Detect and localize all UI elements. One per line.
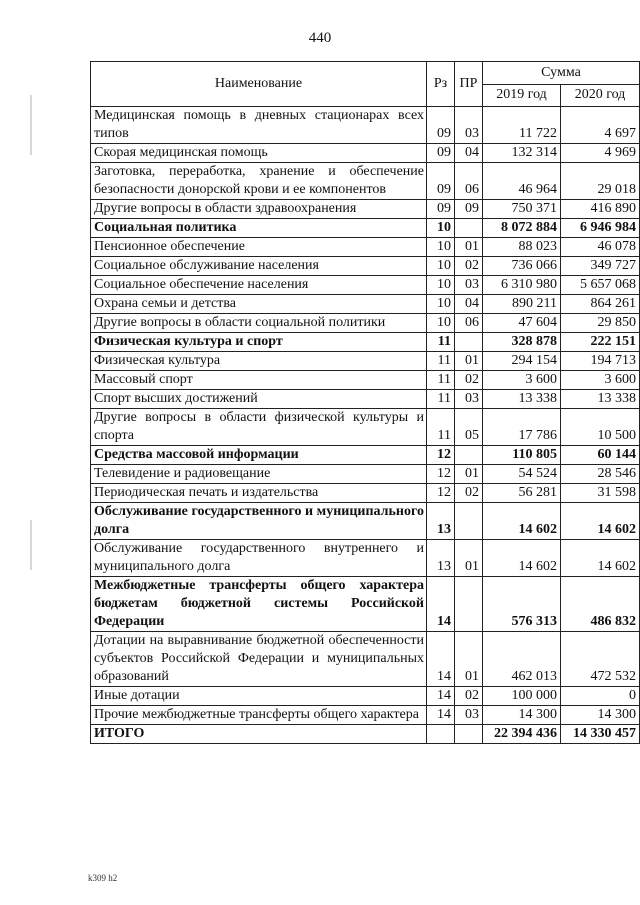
row-name: Обслуживание государственного и муниципального долга [91, 503, 427, 540]
row-name: Обслуживание государственного внутреннего и муниципального долга [91, 540, 427, 577]
row-rz: 11 [427, 352, 455, 371]
table-row [91, 446, 640, 465]
row-pr [455, 503, 483, 540]
row-2019: 328 878 [483, 333, 561, 352]
row-2020: 14 602 [561, 540, 640, 577]
row-2019: 890 211 [483, 295, 561, 314]
row-name: Физическая культура и спорт [91, 333, 427, 352]
row-2019: 14 602 [483, 540, 561, 577]
total-label: ИТОГО [91, 725, 427, 744]
row-name: Физическая культура [91, 352, 427, 371]
row-pr [455, 577, 483, 632]
row-name: Пенсионное обеспечение [91, 238, 427, 257]
row-2020: 3 600 [561, 371, 640, 390]
row-pr: 04 [455, 144, 483, 163]
row-rz: 13 [427, 503, 455, 540]
header-year-2020: 2020 год [561, 84, 640, 107]
table-row [91, 107, 640, 144]
row-rz: 14 [427, 687, 455, 706]
row-pr: 01 [455, 238, 483, 257]
row-2019: 132 314 [483, 144, 561, 163]
row-2020: 14 602 [561, 503, 640, 540]
row-rz: 10 [427, 219, 455, 238]
row-name: Периодическая печать и издательства [91, 484, 427, 503]
row-2020: 864 261 [561, 295, 640, 314]
header-name: Наименование [91, 62, 427, 107]
table-row [91, 276, 640, 295]
margin-scan-mark [30, 520, 32, 570]
total-2019: 22 394 436 [483, 725, 561, 744]
row-pr: 02 [455, 371, 483, 390]
row-2019: 576 313 [483, 577, 561, 632]
row-rz: 12 [427, 484, 455, 503]
row-name: Скорая медицинская помощь [91, 144, 427, 163]
row-2019: 750 371 [483, 200, 561, 219]
row-rz: 12 [427, 446, 455, 465]
row-rz: 09 [427, 163, 455, 200]
row-2020: 31 598 [561, 484, 640, 503]
row-name: Иные дотации [91, 687, 427, 706]
table-row [91, 465, 640, 484]
table-row [91, 352, 640, 371]
header-rz: Рз [427, 62, 455, 107]
row-pr: 03 [455, 107, 483, 144]
row-2019: 88 023 [483, 238, 561, 257]
table-row [91, 687, 640, 706]
row-rz: 09 [427, 200, 455, 219]
row-2019: 736 066 [483, 257, 561, 276]
row-name: Другие вопросы в области здравоохранения [91, 200, 427, 219]
row-2019: 110 805 [483, 446, 561, 465]
row-name: Другие вопросы в области социальной политики [91, 314, 427, 333]
row-2020: 5 657 068 [561, 276, 640, 295]
row-2020: 0 [561, 687, 640, 706]
row-pr: 02 [455, 257, 483, 276]
table-row [91, 371, 640, 390]
total-pr [455, 725, 483, 744]
row-2019: 17 786 [483, 409, 561, 446]
row-name: Межбюджетные трансферты общего характера бюджетам бюджетной системы Российской Федерации [91, 577, 427, 632]
row-2020: 29 018 [561, 163, 640, 200]
row-pr: 05 [455, 409, 483, 446]
row-rz: 10 [427, 314, 455, 333]
header-pr: ПР [455, 62, 483, 107]
row-pr [455, 219, 483, 238]
row-pr: 02 [455, 687, 483, 706]
table-row [91, 163, 640, 200]
row-rz: 09 [427, 107, 455, 144]
row-rz: 10 [427, 295, 455, 314]
row-rz: 09 [427, 144, 455, 163]
table-row [91, 577, 640, 632]
row-2020: 222 151 [561, 333, 640, 352]
table-row [91, 706, 640, 725]
row-pr: 06 [455, 314, 483, 333]
row-pr: 03 [455, 276, 483, 295]
table-row [91, 238, 640, 257]
table-row [91, 390, 640, 409]
row-2020: 60 144 [561, 446, 640, 465]
margin-scan-mark [30, 95, 32, 155]
row-pr: 01 [455, 352, 483, 371]
page-number: 440 [308, 30, 332, 46]
row-2019: 14 602 [483, 503, 561, 540]
table-row [91, 333, 640, 352]
footer-code: k309 h2 [88, 873, 118, 883]
row-pr: 01 [455, 465, 483, 484]
row-rz: 11 [427, 333, 455, 352]
total-row [91, 725, 640, 744]
row-rz: 10 [427, 257, 455, 276]
row-name: Средства массовой информации [91, 446, 427, 465]
row-2020: 46 078 [561, 238, 640, 257]
row-pr: 01 [455, 540, 483, 577]
row-name: Спорт высших достижений [91, 390, 427, 409]
row-2020: 194 713 [561, 352, 640, 371]
row-2020: 472 532 [561, 632, 640, 687]
row-2019: 47 604 [483, 314, 561, 333]
budget-table [90, 61, 640, 744]
row-rz: 11 [427, 409, 455, 446]
row-2019: 11 722 [483, 107, 561, 144]
row-2020: 10 500 [561, 409, 640, 446]
row-2019: 462 013 [483, 632, 561, 687]
header-sum: Сумма [483, 62, 640, 85]
total-2020: 14 330 457 [561, 725, 640, 744]
row-2019: 6 310 980 [483, 276, 561, 295]
row-name: Социальное обеспечение населения [91, 276, 427, 295]
row-2020: 349 727 [561, 257, 640, 276]
row-2020: 14 300 [561, 706, 640, 725]
row-2019: 54 524 [483, 465, 561, 484]
row-name: Прочие межбюджетные трансферты общего характера [91, 706, 427, 725]
row-name: Другие вопросы в области физической культуры и спорта [91, 409, 427, 446]
table-row [91, 540, 640, 577]
table-row [91, 200, 640, 219]
row-rz: 10 [427, 238, 455, 257]
row-2019: 100 000 [483, 687, 561, 706]
row-2019: 294 154 [483, 352, 561, 371]
row-2020: 29 850 [561, 314, 640, 333]
table-row [91, 409, 640, 446]
row-2019: 8 072 884 [483, 219, 561, 238]
row-name: Заготовка, переработка, хранение и обеспечение безопасности донорской крови и ее компонентов [91, 163, 427, 200]
row-name: Медицинская помощь в дневных стационарах всех типов [91, 107, 427, 144]
row-2020: 4 697 [561, 107, 640, 144]
table-row [91, 257, 640, 276]
row-2019: 46 964 [483, 163, 561, 200]
row-2020: 6 946 984 [561, 219, 640, 238]
row-pr: 03 [455, 706, 483, 725]
table-row [91, 314, 640, 333]
row-2019: 13 338 [483, 390, 561, 409]
row-2019: 14 300 [483, 706, 561, 725]
row-2020: 4 969 [561, 144, 640, 163]
row-pr: 03 [455, 390, 483, 409]
row-name: Социальная политика [91, 219, 427, 238]
row-2020: 486 832 [561, 577, 640, 632]
row-2020: 28 546 [561, 465, 640, 484]
row-2019: 3 600 [483, 371, 561, 390]
row-name: Дотации на выравнивание бюджетной обеспеченности субъектов Российской Федерации и муниципальных образований [91, 632, 427, 687]
row-rz: 11 [427, 371, 455, 390]
row-rz: 12 [427, 465, 455, 484]
row-pr: 02 [455, 484, 483, 503]
row-pr [455, 333, 483, 352]
row-name: Телевидение и радиовещание [91, 465, 427, 484]
row-pr: 06 [455, 163, 483, 200]
table-row [91, 484, 640, 503]
row-rz: 13 [427, 540, 455, 577]
row-rz: 14 [427, 706, 455, 725]
row-pr: 04 [455, 295, 483, 314]
row-2019: 56 281 [483, 484, 561, 503]
table-row [91, 503, 640, 540]
header-year-2019: 2019 год [483, 84, 561, 107]
row-rz: 10 [427, 276, 455, 295]
row-rz: 14 [427, 632, 455, 687]
table-body [91, 107, 640, 725]
row-pr [455, 446, 483, 465]
row-name: Социальное обслуживание населения [91, 257, 427, 276]
row-rz: 11 [427, 390, 455, 409]
row-name: Массовый спорт [91, 371, 427, 390]
table-row [91, 144, 640, 163]
table-row [91, 295, 640, 314]
row-rz: 14 [427, 577, 455, 632]
table-row [91, 632, 640, 687]
row-2020: 13 338 [561, 390, 640, 409]
row-name: Охрана семьи и детства [91, 295, 427, 314]
row-pr: 01 [455, 632, 483, 687]
total-rz [427, 725, 455, 744]
row-pr: 09 [455, 200, 483, 219]
table-row [91, 219, 640, 238]
row-2020: 416 890 [561, 200, 640, 219]
